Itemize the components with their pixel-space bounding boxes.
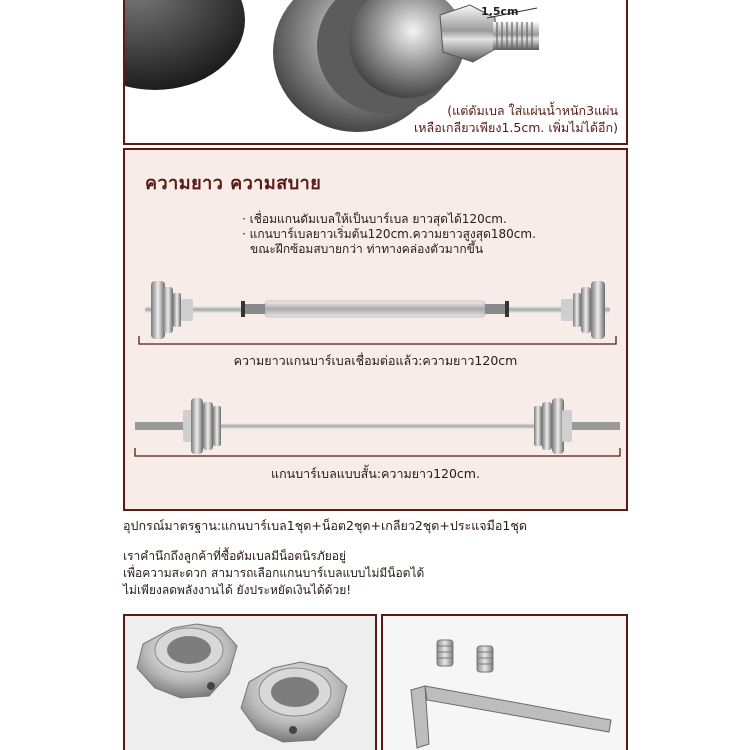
- feature-bullet: · เชื่อมแกนดัมเบลให้เป็นบาร์เบล ยาวสุดได้120cm.: [242, 212, 507, 226]
- plate-stack-right: [561, 281, 605, 339]
- feature-bullet: · แกนบาร์เบลยาวเริ่มต้น120cm.ความยาวสูงสุด180cm.: [242, 227, 536, 241]
- short-barbell: [135, 398, 620, 454]
- info-line: เพื่อความสะดวก สามารถเลือกแกนบาร์เบลแบบไม่มีน็อตได้: [123, 566, 425, 580]
- dark-plate-shape: [125, 0, 245, 90]
- connected-barbell: [145, 281, 610, 339]
- connected-length-caption: ความยาวแกนบาร์เบลเชื่อมต่อแล้ว:ความยาว120cm: [233, 353, 518, 368]
- info-line: ไม่เพียงลดพลังงานได้ ยังประหยัดเงินได้ด้วย!: [123, 583, 352, 597]
- star-nut-shape: [241, 662, 347, 742]
- section-title: ความยาว ความสบาย: [145, 173, 322, 194]
- thread-length-label: 1.5cm: [481, 5, 519, 18]
- info-paragraph: [123, 548, 424, 599]
- plate-stack-left: [183, 398, 221, 454]
- plate-stack-left: [151, 281, 193, 339]
- length-section-panel: [123, 148, 628, 511]
- allen-wrench-panel: [381, 614, 628, 750]
- star-nuts-panel: [123, 614, 377, 750]
- grub-screw-shape: [437, 640, 453, 666]
- length-bracket: [139, 336, 616, 344]
- thread-note: [414, 102, 618, 136]
- standard-equipment-text: อุปกรณ์มาตรฐาน:แกนบาร์เบล1ชุด+น็อต2ชุด+เกลียว2ชุด+ประแจมือ1ชุด: [123, 518, 527, 533]
- star-nuts-illustration: [125, 616, 377, 750]
- allen-wrench-illustration: [383, 616, 628, 750]
- allen-wrench-shape: [411, 686, 611, 748]
- feature-bullet: ขณะฝึกซ้อมสบายกว่า ท่าทางคล่องตัวมากขึ้น: [250, 242, 484, 256]
- star-nut-shape: [137, 624, 237, 698]
- barbell-illustrations: [125, 150, 630, 513]
- dumbbell-closeup-panel: [123, 0, 628, 145]
- thread-note-line: เหลือเกลียวเพียง1.5cm. เพิ่มไม่ได้อีก): [414, 120, 618, 135]
- short-length-caption: แกนบาร์เบลแบบสั้น:ความยาว120cm.: [271, 466, 480, 481]
- grub-screw-shape: [477, 646, 493, 672]
- plate-stack-right: [534, 398, 572, 454]
- info-line: เราคำนึกถึงลูกค้าที่ซื้อดัมเบลมีน็อตนิรภัยอยู่: [123, 549, 347, 563]
- thread-note-line: (แต่ดัมเบล ใส่แผ่นน้ำหนัก3แผ่น: [447, 103, 618, 118]
